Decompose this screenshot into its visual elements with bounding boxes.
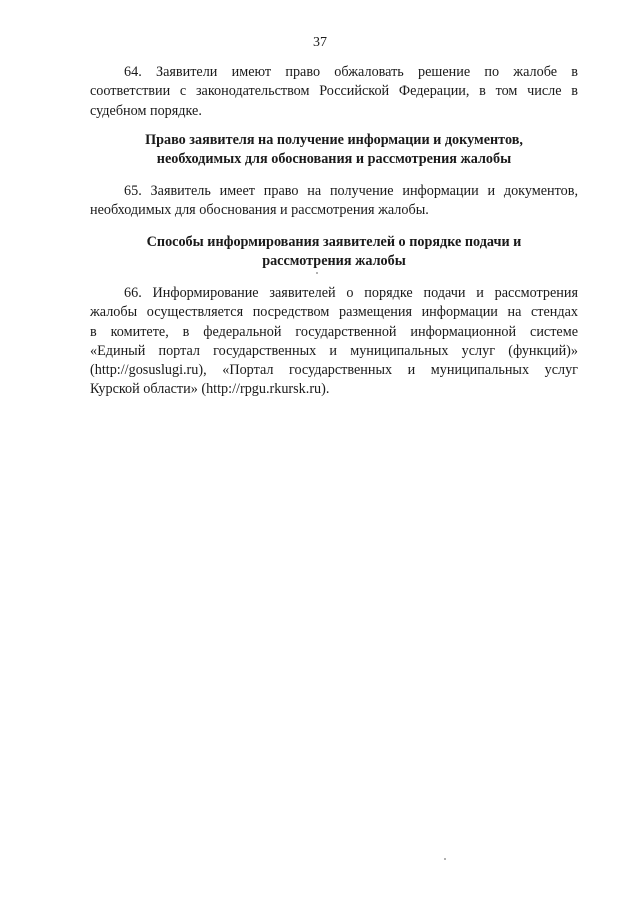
paragraph-64 — [90, 63, 578, 121]
section-heading-line: рассмотрения жалобы — [262, 253, 406, 269]
paragraph-66-line: Курской области» (http://rpgu.rkursk.ru). — [90, 381, 330, 398]
section-heading-line: Право заявителя на получение информации и документов, — [145, 132, 523, 148]
section-heading-line: необходимых для обоснования и рассмотрения жалобы — [156, 151, 512, 167]
paragraph-65-line: необходимых для обоснования и рассмотрения жалобы. — [90, 202, 429, 219]
paragraph-64-line: 64. Заявители имеют право обжаловать решение по жалобе в — [124, 64, 578, 80]
paragraph-66 — [90, 284, 578, 400]
section-heading-informing-methods — [90, 233, 578, 271]
section-heading-line: Способы информирования заявителей о порядке подачи и — [146, 234, 522, 250]
paragraph-66-line: жалобы осуществляется посредством размещения информации на стендах — [90, 304, 578, 321]
section-heading-right-to-information — [90, 131, 578, 169]
paragraph-64-line: судебном порядке. — [90, 102, 202, 119]
paragraph-64-line: соответствии с законодательством Российской Федерации, в том числе в — [90, 83, 578, 100]
scan-speck — [444, 858, 446, 860]
paragraph-65-line: 65. Заявитель имеет право на получение информации и документов, — [124, 183, 578, 199]
page-number: 37 — [313, 35, 327, 50]
paragraph-65 — [90, 182, 578, 221]
paragraph-66-line: в комитете, в федеральной государственной информационной системе — [90, 323, 578, 340]
paragraph-66-line: 66. Информирование заявителей о порядке подачи и рассмотрения — [124, 285, 578, 301]
paragraph-66-line: (http://gosuslugi.ru), «Портал государственных и муниципальных услуг — [90, 362, 578, 379]
paragraph-66-line: «Единый портал государственных и муниципальных услуг (функций)» — [90, 342, 578, 359]
scan-speck — [316, 272, 318, 274]
